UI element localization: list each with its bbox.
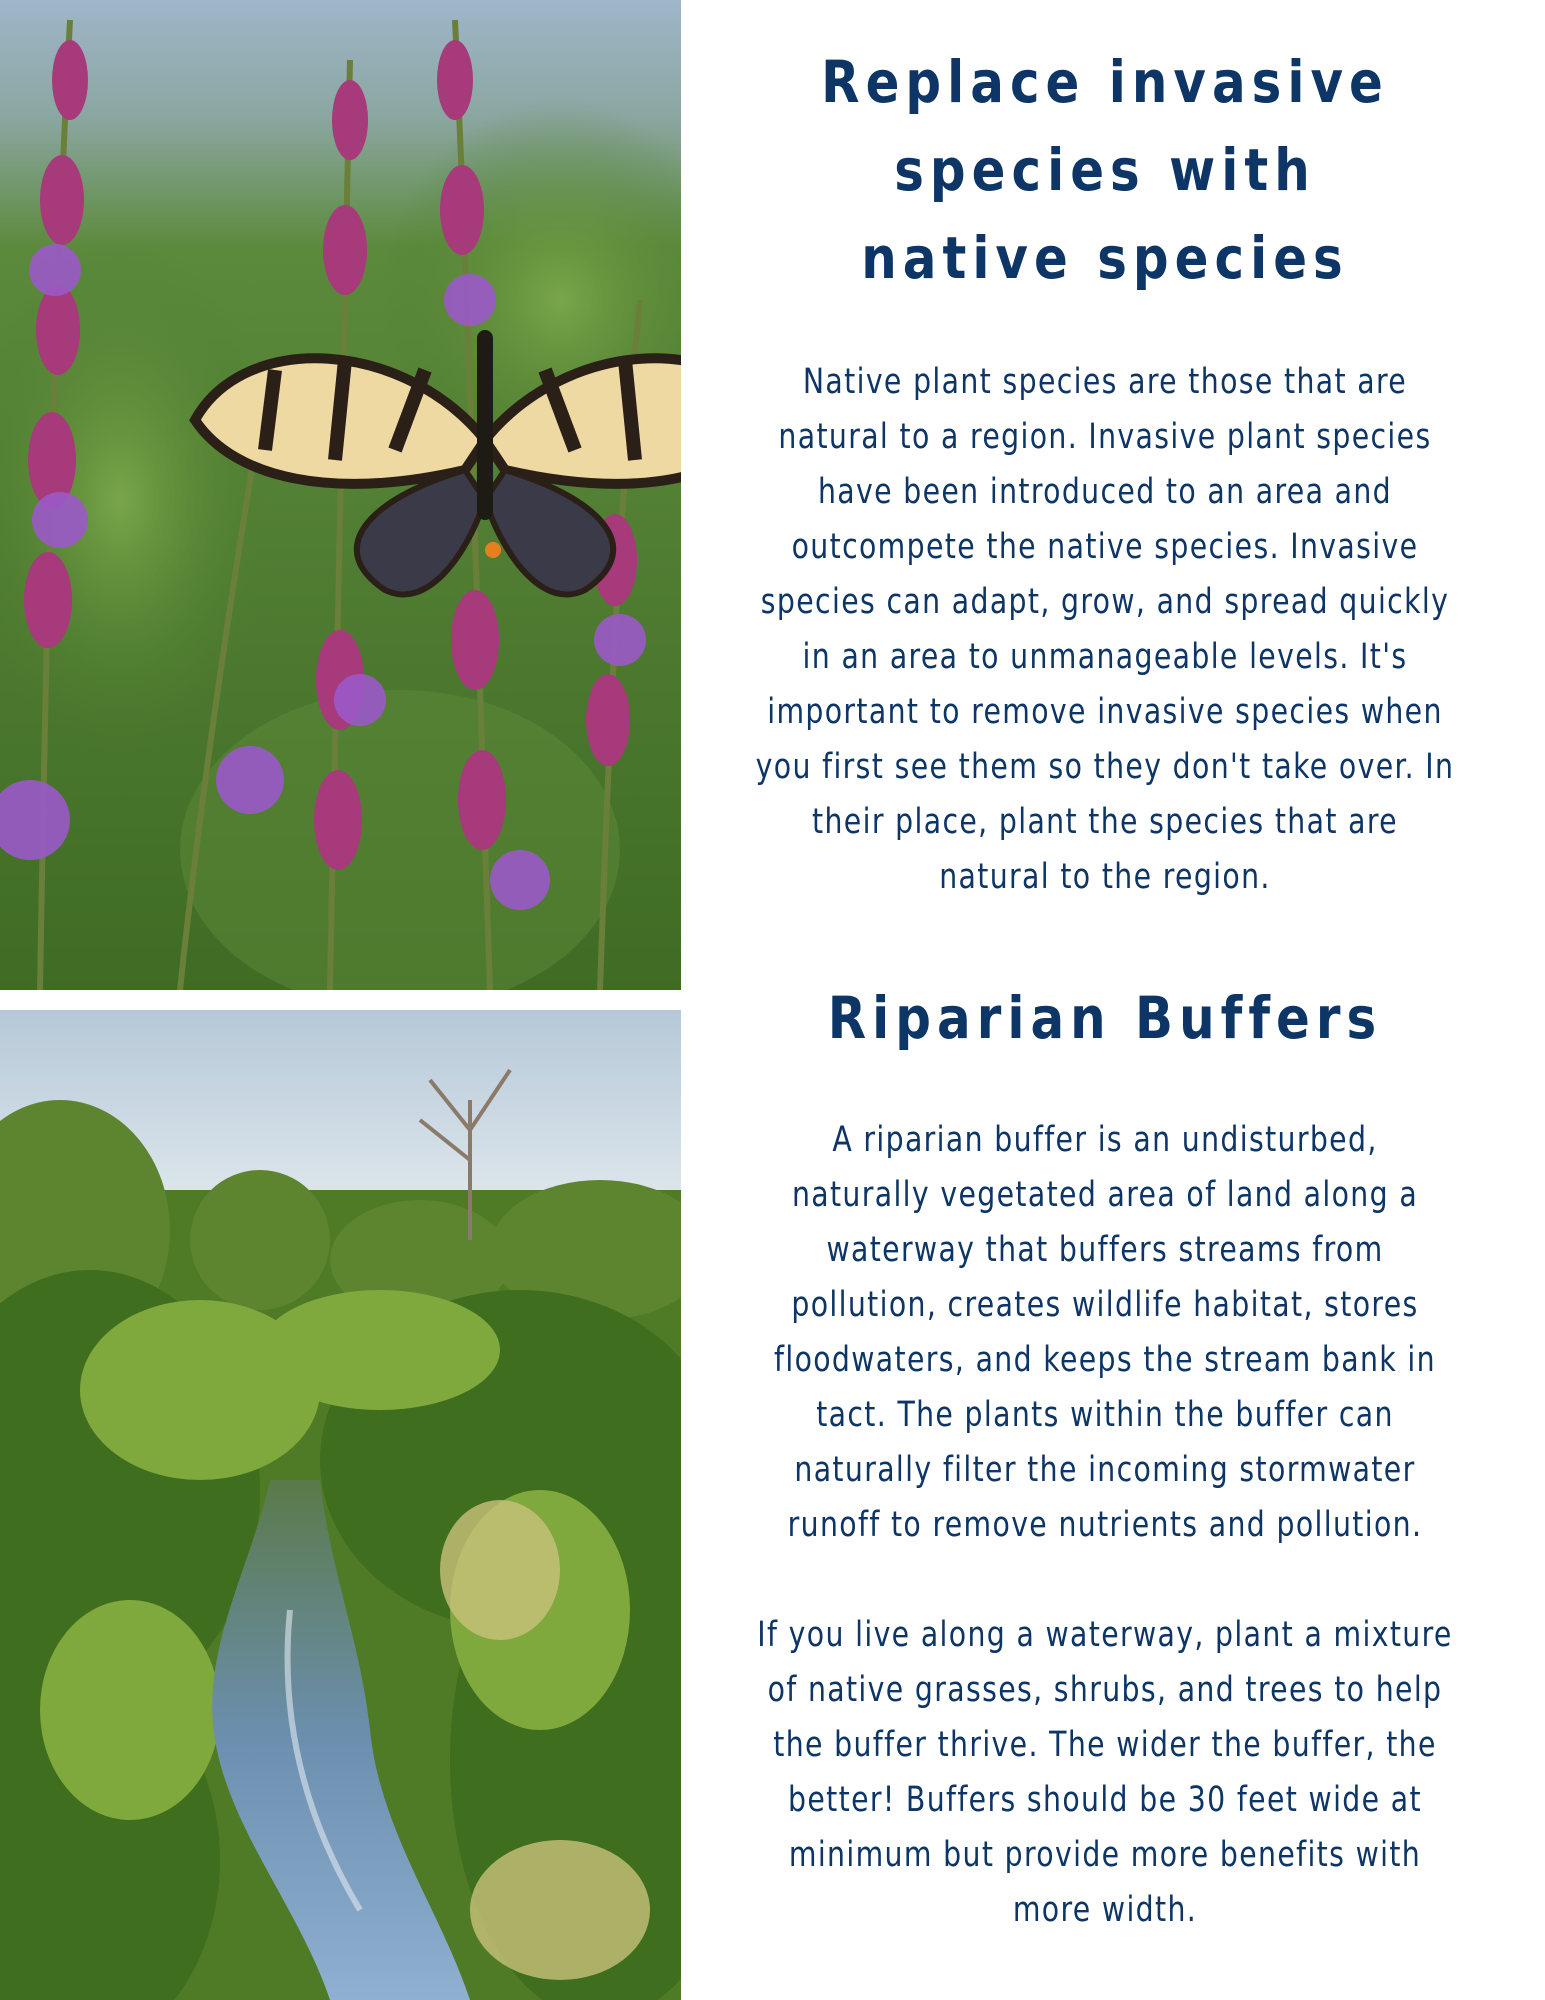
paragraph-line: floodwaters, and keeps the stream bank in	[774, 1340, 1436, 1380]
paragraph-line: species can adapt, grow, and spread quickly	[760, 582, 1450, 622]
paragraph-line: natural to the region.	[939, 857, 1271, 897]
heading-line: species with	[894, 136, 1316, 204]
paragraph-line: waterway that buffers streams from	[826, 1230, 1384, 1270]
riparian-stream-photo	[0, 1010, 681, 2000]
paragraph-line: Native plant species are those that are	[802, 362, 1408, 402]
butterfly-flower-photo	[0, 0, 681, 990]
paragraph-line: natural to a region. Invasive plant species	[778, 417, 1432, 457]
paragraph-line: tact. The plants within the buffer can	[816, 1395, 1394, 1435]
paragraph-line: better! Buffers should be 30 feet wide at	[788, 1780, 1422, 1820]
paragraph-line: A riparian buffer is an undisturbed,	[832, 1120, 1378, 1160]
paragraph-line: If you live along a waterway, plant a mixture	[757, 1615, 1453, 1655]
paragraph-line: their place, plant the species that are	[812, 802, 1398, 842]
paragraph-line: more width.	[1012, 1890, 1198, 1930]
paragraph-line: pollution, creates wildlife habitat, stores	[791, 1285, 1419, 1325]
paragraph-line: important to remove invasive species when	[767, 692, 1443, 732]
paragraph-line: runoff to remove nutrients and pollution.	[787, 1505, 1423, 1545]
riparian-buffer-advice-paragraph	[745, 1608, 1465, 1938]
paragraph-line: in an area to unmanageable levels. It's	[802, 637, 1408, 677]
paragraph-line: minimum but provide more benefits with	[788, 1835, 1422, 1875]
paragraph-line: you first see them so they don't take over. In	[755, 747, 1455, 787]
riparian-buffer-definition-paragraph	[745, 1113, 1465, 1553]
paragraph-line: naturally vegetated area of land along a	[791, 1175, 1419, 1215]
paragraph-line: outcompete the native species. Invasive	[791, 527, 1419, 567]
heading-riparian-buffers: Riparian Buffers	[827, 984, 1383, 1052]
paragraph-line: the buffer thrive. The wider the buffer, the	[773, 1725, 1437, 1765]
native-species-paragraph	[745, 355, 1465, 905]
heading-replace-invasive-species	[761, 38, 1449, 302]
heading-line: native species	[861, 224, 1349, 292]
paragraph-line: naturally filter the incoming stormwater	[794, 1450, 1416, 1490]
paragraph-line: of native grasses, shrubs, and trees to help	[767, 1670, 1443, 1710]
heading-line: Replace invasive	[821, 48, 1389, 116]
paragraph-line: have been introduced to an area and	[817, 472, 1393, 512]
